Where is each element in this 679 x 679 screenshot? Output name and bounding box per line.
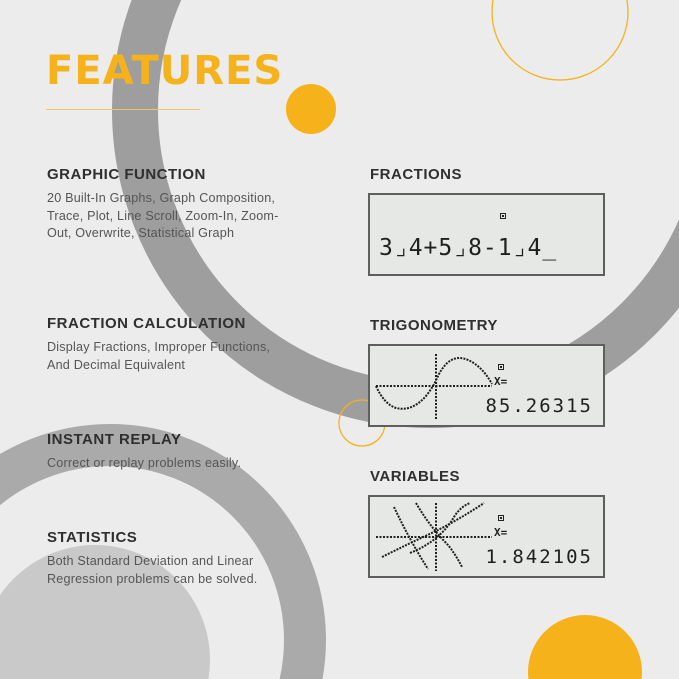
feature-heading: FRACTION CALCULATION — [47, 315, 246, 332]
lcd-indicator-icon — [498, 364, 504, 370]
feature-heading: INSTANT REPLAY — [47, 431, 182, 448]
fraction-expression: 3⌟4+5⌟8-1⌟4_ — [379, 235, 558, 261]
fractions-lcd-screen — [368, 193, 605, 276]
x-variable-label: X= — [494, 375, 508, 388]
lcd-indicator-icon — [498, 515, 504, 521]
curve-4 — [416, 503, 462, 567]
feature-instant-replay — [47, 431, 292, 473]
trig-result-value: 85.26315 — [485, 395, 593, 417]
page-title: FEATURES — [46, 48, 284, 94]
trigonometry-lcd-screen — [368, 344, 605, 427]
feature-fraction-calculation — [47, 315, 292, 374]
variables-label: VARIABLES — [370, 468, 461, 485]
variables-lcd-screen — [368, 495, 605, 578]
feature-description: Correct or replay problems easily. — [47, 456, 242, 470]
feature-heading: GRAPHIC FUNCTION — [47, 166, 206, 183]
lcd-indicator-icon — [500, 213, 506, 219]
sine-curve — [376, 358, 492, 409]
x-variable-label: X= — [494, 526, 508, 539]
curve-1 — [382, 503, 484, 557]
feature-description: 20 Built-In Graphs, Graph Composition, Trace, Plot, Line Scroll, Zoom-In, Zoom-Out, Overwrite, Statistical Graph — [47, 191, 279, 240]
trigonometry-label: TRIGONOMETRY — [370, 317, 498, 334]
feature-statistics — [47, 529, 292, 588]
fractions-label: FRACTIONS — [370, 166, 462, 183]
feature-description: Both Standard Deviation and Linear Regression problems can be solved. — [47, 554, 258, 586]
title-underline — [46, 109, 200, 110]
feature-heading: STATISTICS — [47, 529, 138, 546]
decor-dot-orange — [286, 84, 336, 134]
feature-description: Display Fractions, Improper Functions, And Decimal Equivalent — [47, 340, 271, 372]
decor-disc-orange — [528, 615, 642, 679]
feature-graphic-function — [47, 166, 292, 243]
decor-outline-circle-top — [492, 0, 628, 80]
variables-result-value: 1.842105 — [485, 546, 593, 568]
